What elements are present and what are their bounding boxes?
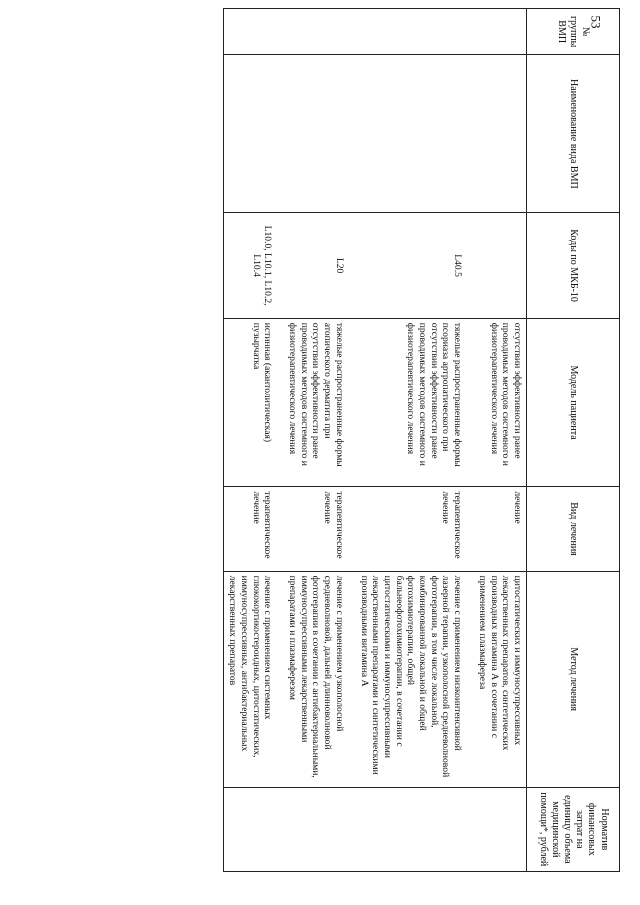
cell-treatment-method: лечение с применением системных глюкокортикостероидных, цитостатических, иммуносупрессивных, антибактериальных лекарственных препаратов: [223, 571, 283, 787]
cell-treatment-type: лечение: [473, 487, 526, 571]
cell-group-number: [223, 9, 283, 55]
cell-patient-model: тяжелые распространенные формы атопического дерматита при отсутствии эффективности ранее проводимых методов системного и физиотерапевтического лечения: [283, 318, 355, 487]
cell-vmp-name: [223, 55, 283, 213]
table-row: [283, 9, 355, 872]
cell-vmp-name: [473, 55, 526, 213]
cell-cost-standard: [355, 787, 473, 871]
cell-icd-codes: [473, 213, 526, 318]
cell-treatment-method: цитостатических и иммуносупрессивных лекарственных препаратов, синтетических производных витамина А в сочетании с применением плазмафереза: [473, 571, 526, 787]
header-icd-codes: Коды по МКБ-10: [527, 213, 620, 318]
cell-group-number: [473, 9, 526, 55]
cell-patient-model: истинная (акантолитическая) пузырчатка: [223, 318, 283, 487]
cell-cost-standard: [283, 787, 355, 871]
header-cost-standard: Норматив финансовых затрат на единицу объема медицинской помощи*, рублей: [527, 787, 620, 871]
vmp-table: [223, 8, 620, 872]
header-vmp-name: Наименование вида ВМП: [527, 55, 620, 213]
cell-vmp-name: [283, 55, 355, 213]
cell-patient-model: тяжелые распространенные формы псориаза артропатического при отсутствии эффективности ранее проводимых методов системного и физиотерапевтического лечения: [355, 318, 473, 487]
header-patient-model: Модель пациента: [527, 318, 620, 487]
cell-treatment-type: терапевтическое лечение: [223, 487, 283, 571]
cell-treatment-method: лечение с применением низкоинтенсивной лазерной терапии, узкополосной средневолновой фототерапии, в том числе локальной, комбинированной локальной и общей фотохимиотерапии, общей бальнеофотохимиотерапии, в сочетании с цитостатическими и иммуносупрессивными лекарственными препаратами и синтетическими производными витамина А: [355, 571, 473, 787]
header-group-number: № группы ВМП: [527, 9, 620, 55]
cell-treatment-type: терапевтическое лечение: [283, 487, 355, 571]
cell-cost-standard: [223, 787, 283, 871]
cell-icd-codes: L40.5: [355, 213, 473, 318]
cell-icd-codes: L20: [283, 213, 355, 318]
table-row: [223, 9, 283, 872]
cell-group-number: [283, 9, 355, 55]
table-row: [355, 9, 473, 872]
cell-icd-codes: L10.0, L10.1, L10.2, L10.4: [223, 213, 283, 318]
cell-vmp-name: [355, 55, 473, 213]
table-row: [473, 9, 526, 872]
header-treatment-type: Вид лечения: [527, 487, 620, 571]
rotated-page: [100, 8, 620, 888]
cell-cost-standard: [473, 787, 526, 871]
cell-treatment-type: терапевтическое лечение: [355, 487, 473, 571]
cell-treatment-method: лечение с применением узкополосной средневолновой, дальней длинноволновой фототерапии в сочетании с антибактериальными, иммуносупрессивными лекарственными препаратами и плазмаферезом: [283, 571, 355, 787]
cell-group-number: [355, 9, 473, 55]
page-number: 53: [588, 15, 604, 29]
table-header-row: [527, 9, 620, 872]
header-treatment-method: Метод лечения: [527, 571, 620, 787]
cell-patient-model: отсутствии эффективности ранее проводимых методов системного и физиотерапевтического лечения: [473, 318, 526, 487]
